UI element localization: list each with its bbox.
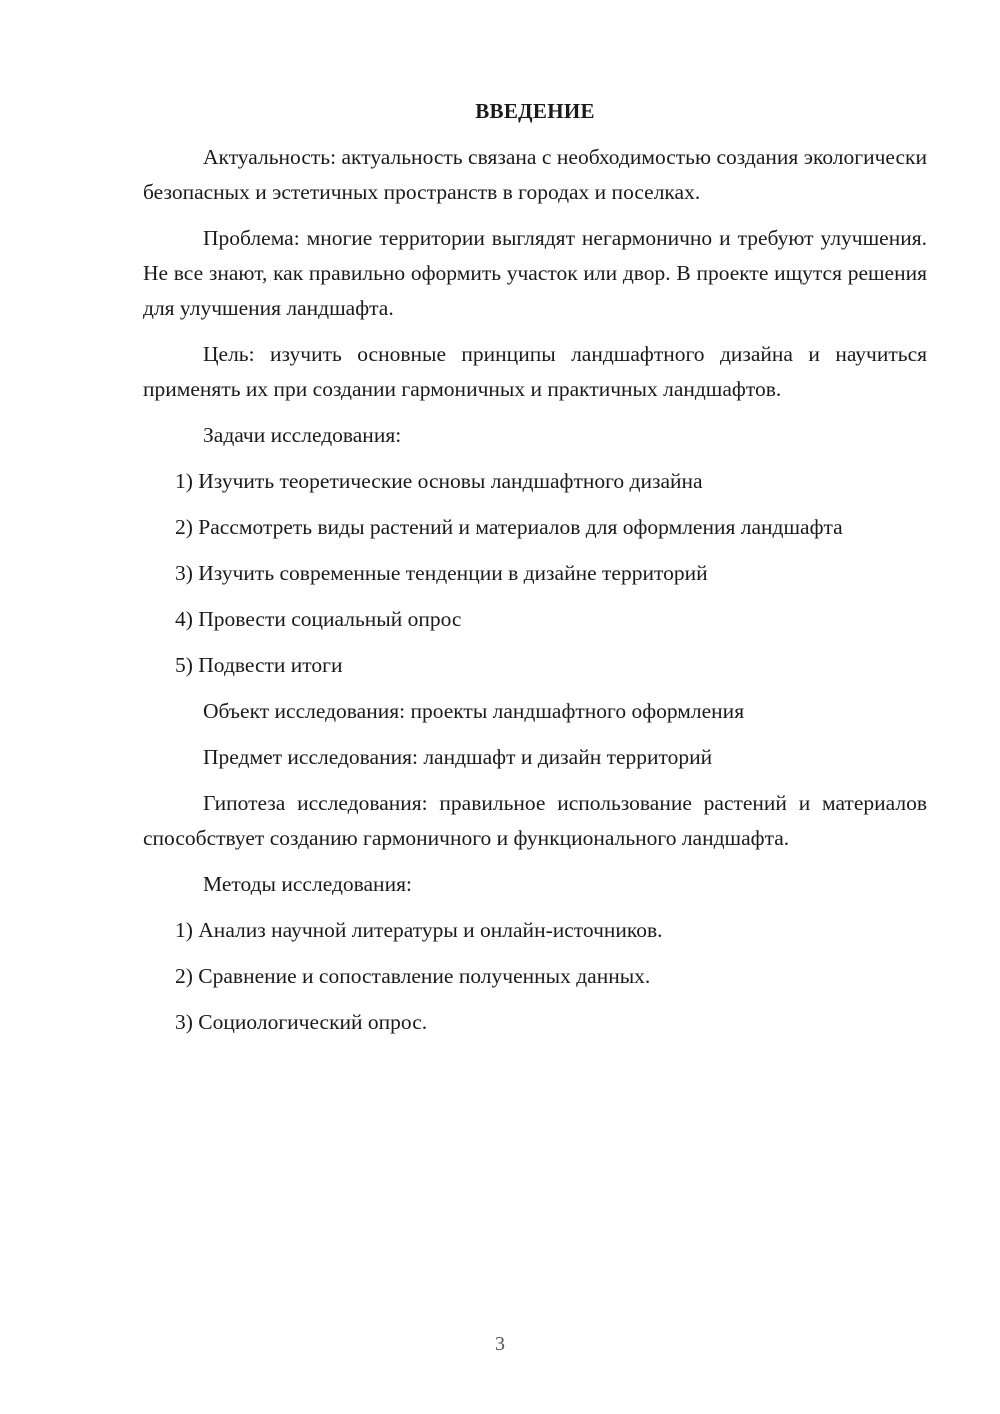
tasks-heading: Задачи исследования: xyxy=(203,423,402,447)
document-page xyxy=(143,96,927,1051)
problem-paragraph: Проблема: многие территории выглядят негармонично и требуют улучшения. Не все знают, как правильно оформить участок или двор. В проекте ищутся решения для улучшения ландшафта. xyxy=(143,226,927,320)
goal-paragraph: Цель: изучить основные принципы ландшафтного дизайна и научиться применять их при создании гармоничных и практичных ландшафтов. xyxy=(143,342,927,401)
object-paragraph: Объект исследования: проекты ландшафтного оформления xyxy=(203,699,745,723)
relevance-paragraph: Актуальность: актуальность связана с необходимостью создания экологически безопасных и эстетичных пространств в городах и поселках. xyxy=(143,145,927,204)
page-title: ВВЕДЕНИЕ xyxy=(475,99,595,123)
task-item-5: 5) Подвести итоги xyxy=(175,653,343,677)
task-item-2: 2) Рассмотреть виды растений и материалов для оформления ландшафта xyxy=(175,515,843,539)
method-item-1: 1) Анализ научной литературы и онлайн-источников. xyxy=(175,918,663,942)
subject-paragraph: Предмет исследования: ландшафт и дизайн территорий xyxy=(203,745,713,769)
task-item-1: 1) Изучить теоретические основы ландшафтного дизайна xyxy=(175,469,703,493)
methods-heading: Методы исследования: xyxy=(203,872,412,896)
method-item-2: 2) Сравнение и сопоставление полученных данных. xyxy=(175,964,651,988)
task-item-3: 3) Изучить современные тенденции в дизайне территорий xyxy=(175,561,708,585)
hypothesis-paragraph: Гипотеза исследования: правильное использование растений и материалов способствует созданию гармоничного и функционального ландшафта. xyxy=(143,791,927,850)
page-number: 3 xyxy=(495,1333,505,1355)
task-item-4: 4) Провести социальный опрос xyxy=(175,607,462,631)
method-item-3: 3) Социологический опрос. xyxy=(175,1010,428,1034)
